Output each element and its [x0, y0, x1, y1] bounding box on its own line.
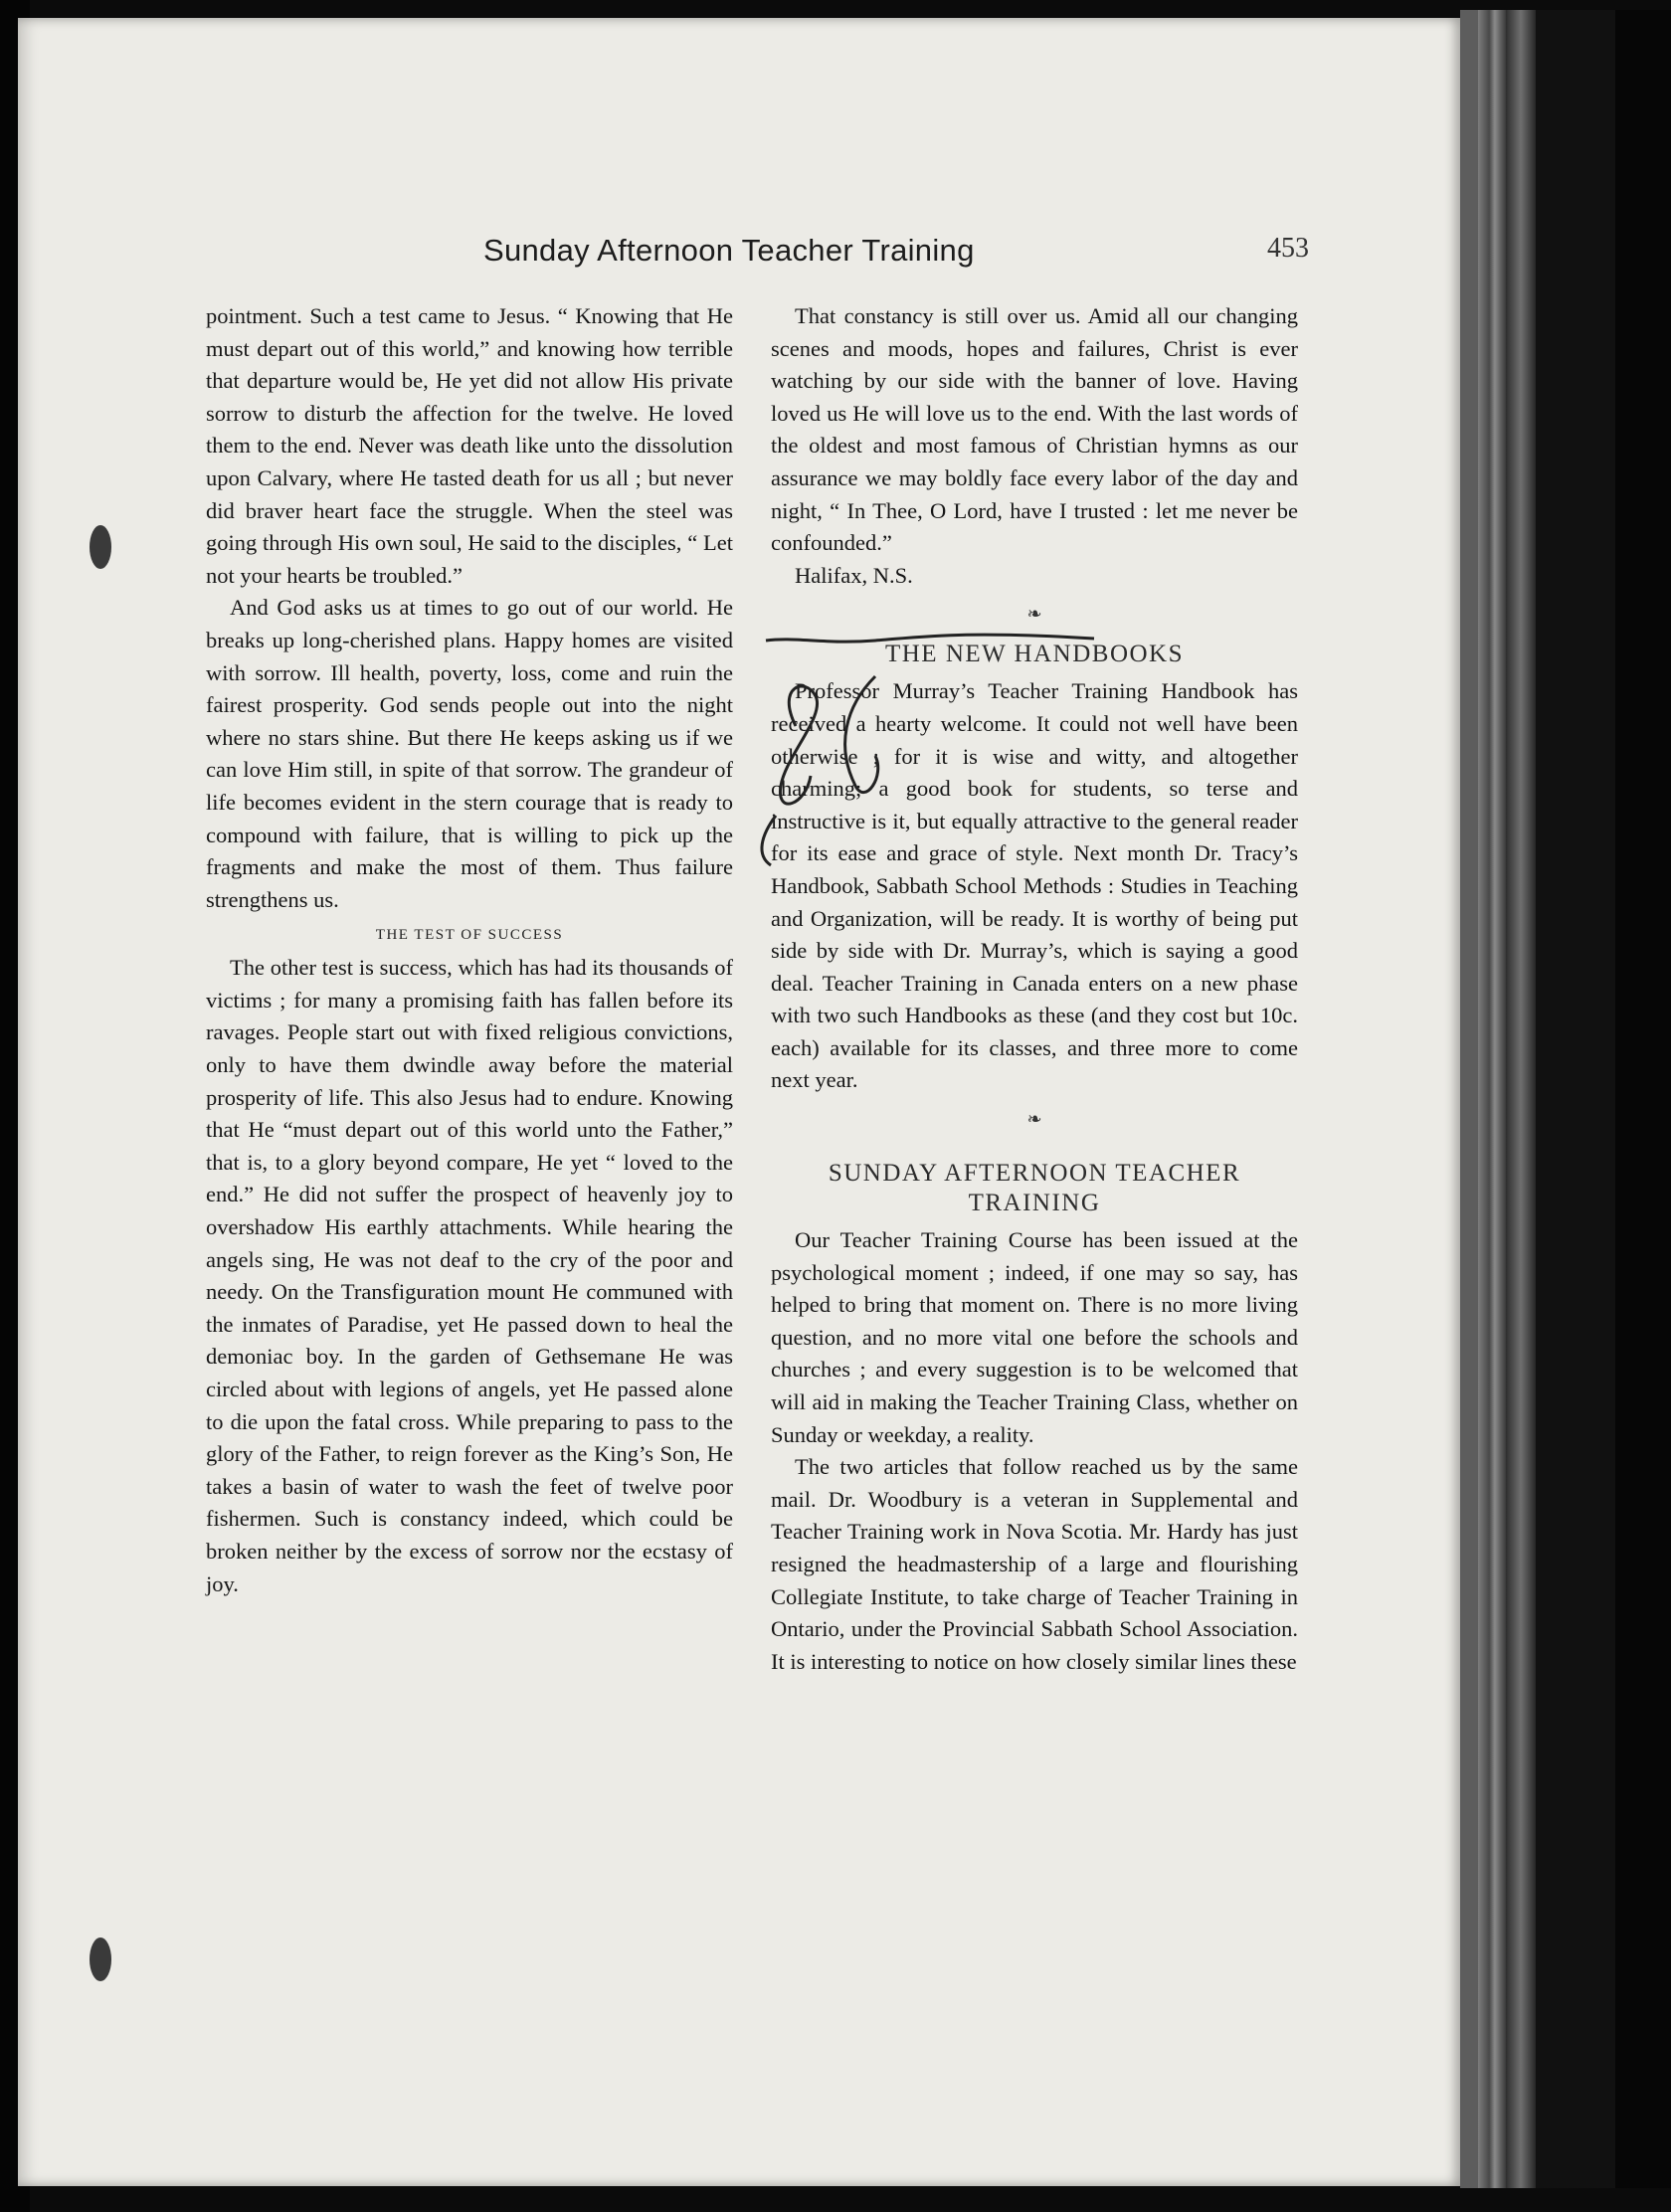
running-head: Sunday Afternoon Teacher Training [483, 233, 975, 268]
paragraph: That constancy is still over us. Amid all our changing scenes and moods, hopes and failures, Christ is ever watching by our side with the banner of love. Having loved us He will love us to the end. With the last words of the oldest and most famous of Christian hymns as our assurance we may boldly face every labor of the day and night, “ In Thee, O Lord, have I trusted : let me never be confounded.” [771, 303, 1298, 556]
page-edges [1506, 10, 1536, 2188]
binding-hole [90, 525, 111, 569]
page-edges [1478, 10, 1506, 2188]
paragraph: The two articles that follow reached us by the same mail. Dr. Woodbury is a veteran in Supplemental and Teacher Training work in Nova Scotia. Mr. Hardy has just resigned the headmastership of a large and flourishing Collegiate Institute, to take charge of Teacher Training in Ontario, under the Provincial Sabbath School Association. It is interesting to notice on how closely similar lines these [771, 1454, 1298, 1674]
ornament-icon: ❧ [1026, 604, 1042, 625]
right-column [771, 300, 1298, 1678]
section-subheading: THE TEST OF SUCCESS [375, 927, 564, 944]
page-number: 453 [1267, 233, 1309, 264]
paragraph: The other test is success, which has had its thousands of victims ; for many a promising faith has fallen before its ravages. People start out with fixed religious convictions, only to have them dwindle away before the material prosperity of life. This also Jesus had to endure. Knowing that He “must depart out of this world unto the Father,” that is, to a glory beyond compare, He yet “ loved to the end.” He did not suffer the prospect of heavenly joy to overshadow His earthly attachments. While hearing the angels sing, He was not deaf to the cry of the poor and needy. On the Transfiguration mount He communed with the inmates of Paradise, yet He passed down to heal the demoniac boy. In the garden of Gethsemane He was circled about with legions of angels, yet He passed alone to die upon the fatal cross. While preparing to pass to the glory of the Father, to reign forever as the King’s Son, He takes a basin of water to wash the feet of twelve poor fishermen. Such is constancy indeed, which could be broken neither by the excess of sorrow nor the ecstasy of joy. [206, 955, 733, 1596]
section-heading [771, 1159, 1298, 1218]
scan-background-right [1615, 10, 1671, 2188]
heading-line: SUNDAY AFTERNOON TEACHER [828, 1160, 1241, 1188]
binding-hole [90, 1937, 111, 1981]
book-cover-edge [1536, 10, 1615, 2188]
ornament-icon: ❧ [1026, 1109, 1042, 1130]
section-heading: THE NEW HANDBOOKS [884, 641, 1185, 668]
paragraph: Professor Murray’s Teacher Training Handbook has received a hearty welcome. It could not well have been otherwise ; for it is wise and witty, and altogether charming; a good book for students, so terse and instructive is it, but equally attractive to the general reader for its ease and grace of style. Next month Dr. Tracy’s Handbook, Sabbath School Methods : Studies in Teaching and Organization, will be ready. It is worthy of being put side by side with Dr. Murray’s, which is saying a good deal. Teacher Training in Canada enters on a new phase with two such Handbooks as these (and they cost but 10c. each) available for its classes, and three more to come next year. [771, 678, 1298, 1093]
paragraph: Our Teacher Training Course has been issued at the psychological moment ; indeed, if one may so say, has helped to bring that moment on. There is no more living question, and no more vital one before the schools and churches ; and every suggestion is to be welcomed that will aid in making the Teacher Training Class, whether on Sunday or weekday, a reality. [771, 1227, 1298, 1447]
paragraph: And God asks us at times to go out of our world. He breaks up long-cherished plans. Happy homes are visited with sorrow. Ill health, poverty, loss, come and ruin the fairest prosperity. God sends people out into the night where no stars shine. But there He keeps asking us if we can love Him still, in spite of that sorrow. The grandeur of life becomes evident in the stern courage that is ready to compound with failure, that is willing to pick up the fragments and make the most of them. Thus failure strengthens us. [206, 595, 733, 912]
paragraph: pointment. Such a test came to Jesus. “ Knowing that He must depart out of this world,” and knowing how terrible that departure would be, He yet did not allow His private sorrow to disturb the affection for the twelve. He loved them to the end. Never was death like unto the dissolution upon Calvary, where He tasted death for us all ; but never did braver heart face the struggle. When the steel was going through His own soul, He said to the disciples, “ Let not your hearts be troubled.” [206, 303, 733, 588]
left-column [206, 300, 733, 1600]
signoff-place: Halifax, N.S. [795, 562, 913, 588]
heading-line: TRAINING [968, 1190, 1101, 1217]
page-edges [1460, 10, 1478, 2188]
